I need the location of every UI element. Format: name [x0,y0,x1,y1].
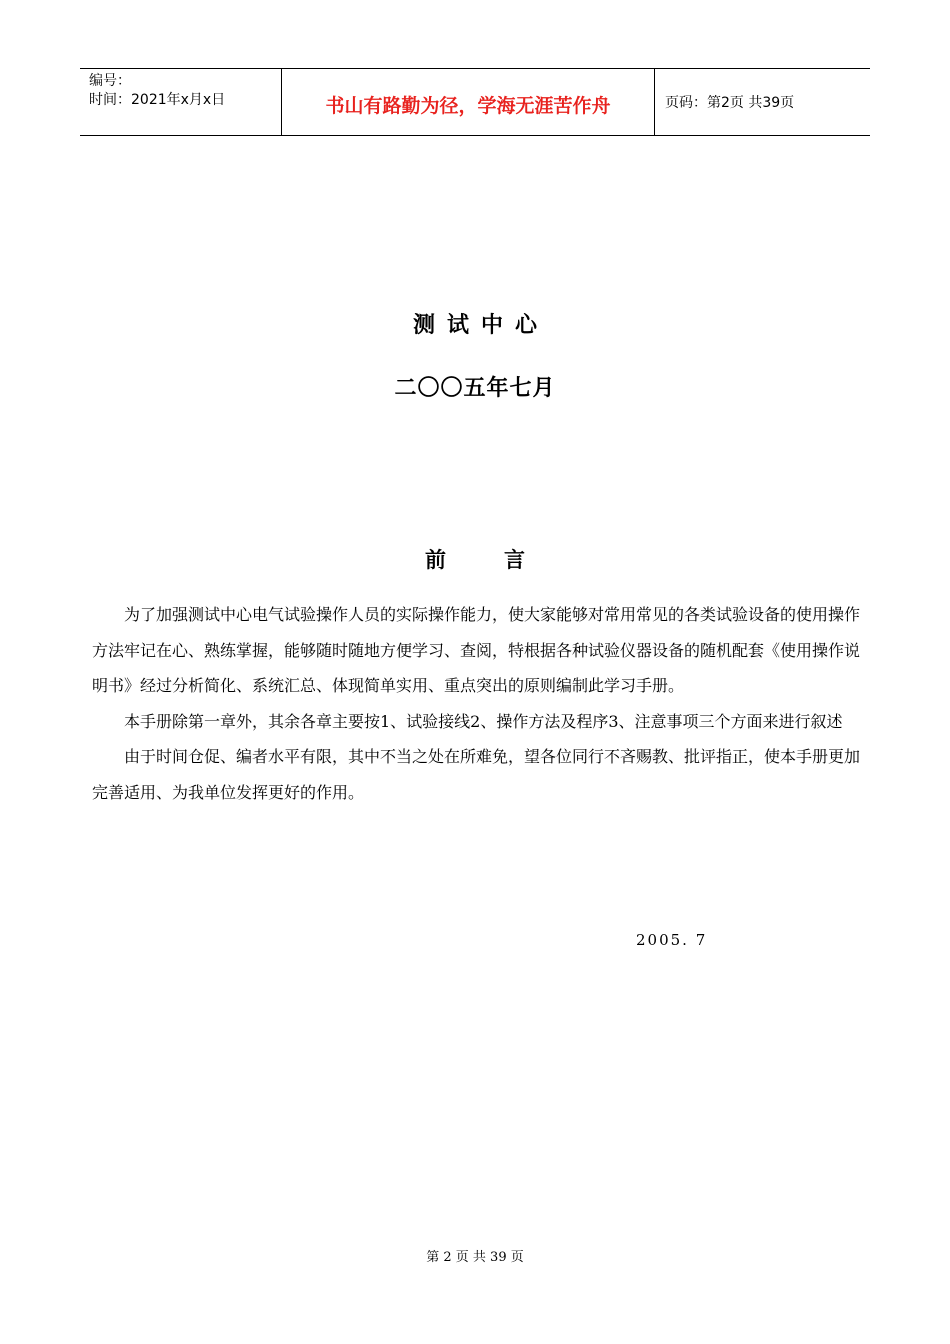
page-footer: 第 2 页 共 39 页 [426,1250,524,1265]
preface-paragraph: 由于时间仓促、编者水平有限，其中不当之处在所难免，望各位同行不吝赐教、批评指正，使本手册更加完善适用、为我单位发挥更好的作用。 [92,747,861,802]
page-header [80,68,870,136]
preface-date: 2005. 7 [636,931,708,949]
organization-title: 测试中心 [412,312,549,338]
preface-paragraph: 本手册除第一章外，其余各章主要按1、试验接线2、操作方法及程序3、注意事项三个方面来进行叙述 [124,711,843,731]
header-page-info [655,69,870,135]
preface-paragraph: 为了加强测试中心电气试验操作人员的实际操作能力，使大家能够对常用常见的各类试验设备的使用操作方法牢记在心、熟练掌握，能够随时随地方便学习、查阅，特根据各种试验仪器设备的随机配套《使用操作说明书》经过分析简化、系统汇总、体现简单实用、重点突出的原则编制此学习手册。 [92,605,861,695]
header-meta [80,69,281,135]
page-info-text: 页码：第2页 共39页 [665,95,795,111]
document-time-label: 时间：2021年x月x日 [89,92,226,108]
preface-body [92,597,860,810]
header-motto [281,69,655,135]
preface-heading: 前言 [425,547,583,572]
document-date-title: 二〇〇五年七月 [394,375,556,401]
document-number-label: 编号： [89,73,131,89]
motto-text: 书山有路勤为径，学海无涯苦作舟 [325,94,611,117]
